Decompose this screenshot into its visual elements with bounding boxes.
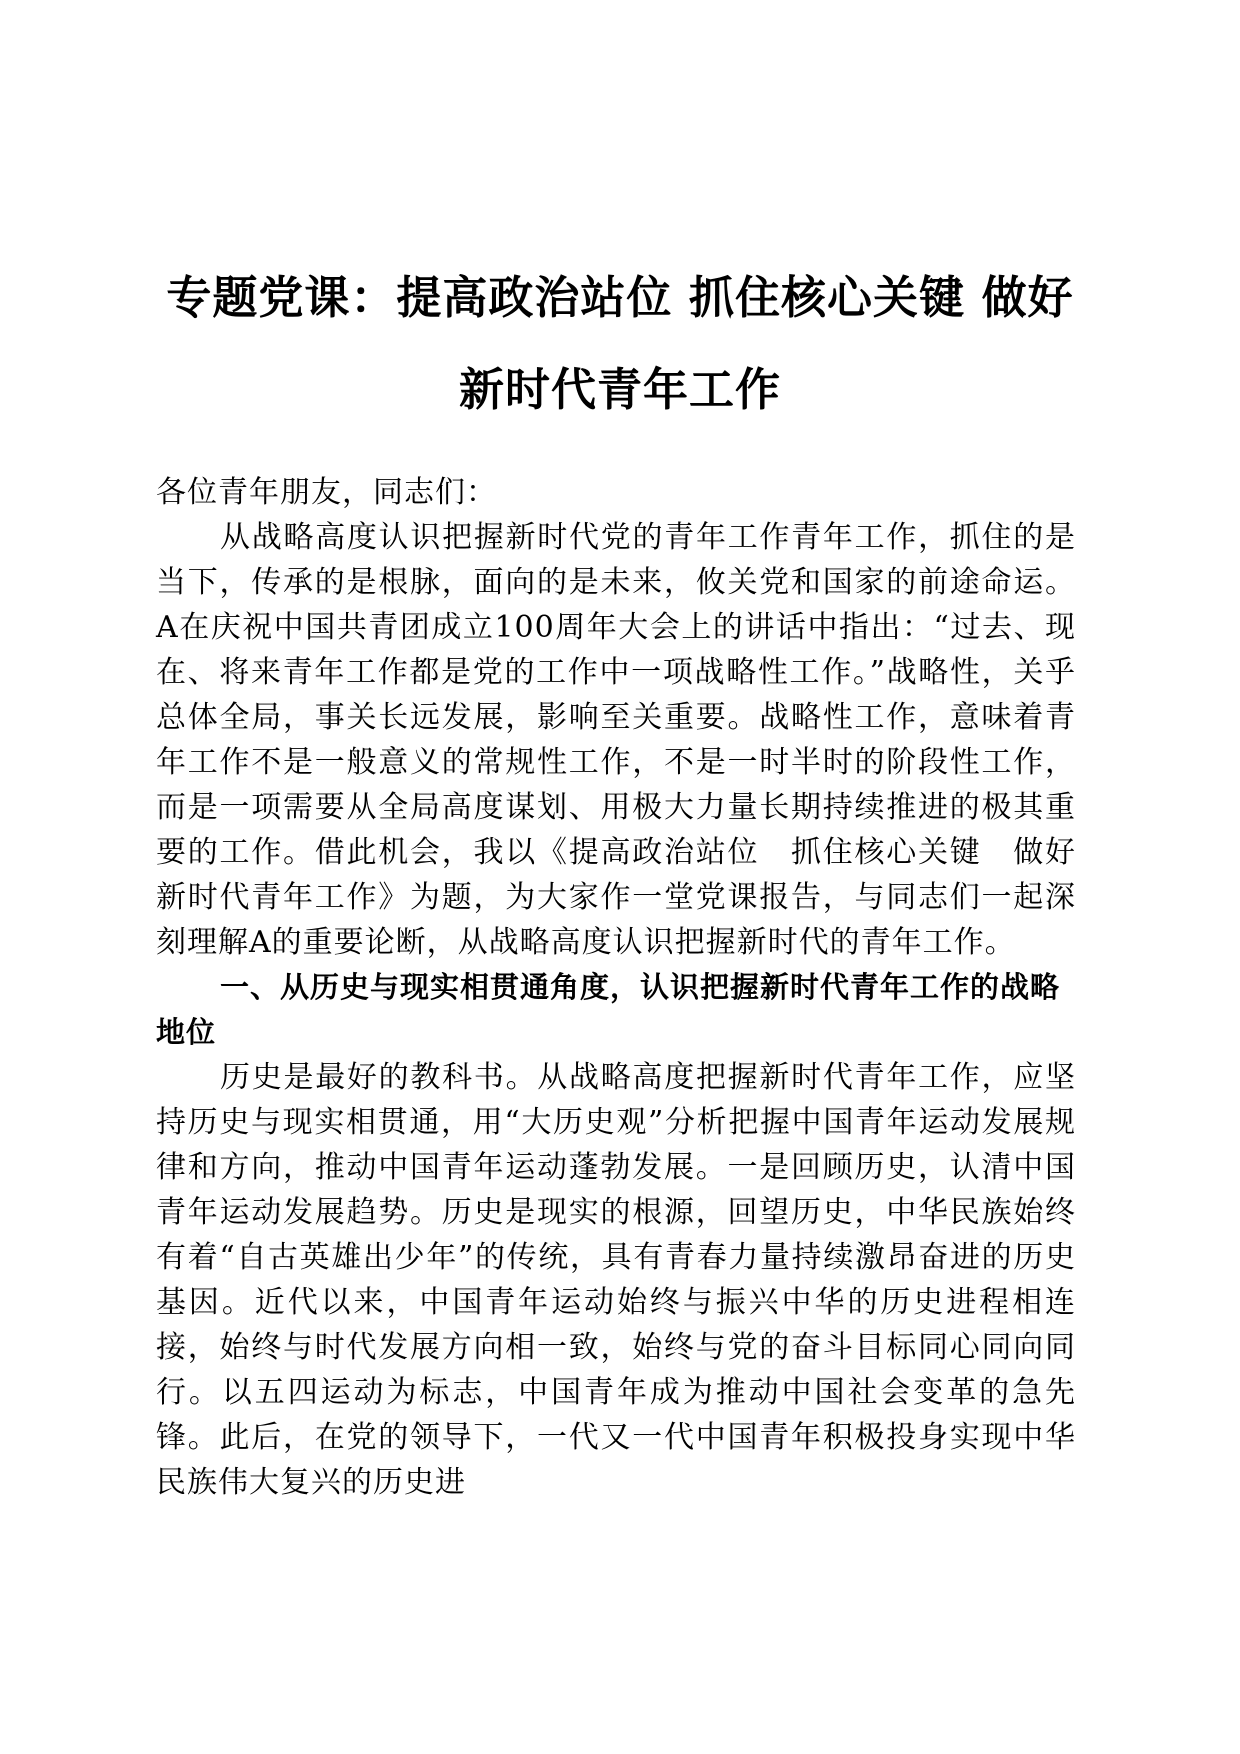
title-line-2: 新时代青年工作: [458, 363, 781, 417]
greeting: 各位青年朋友，同志们：: [156, 475, 497, 510]
document-body: [156, 470, 1076, 1505]
section-heading-1: 一、从历史与现实相贯通角度，认识把握新时代青年工作的战略地位: [156, 970, 1061, 1049]
paragraph-history: 历史是最好的教科书。从战略高度把握新时代青年工作，应坚持历史与现实相贯通，用“大历史观”分析把握中国青年运动发展规律和方向，推动中国青年运动蓬勃发展。一是回顾历史，认清中国青年运动发展趋势。历史是现实的根源，回望历史，中华民族始终有着“自古英雄出少年”的传统，具有青春力量持续激昂奋进的历史基因。近代以来，中国青年运动始终与振兴中华的历史进程相连接，始终与时代发展方向相一致，始终与党的奋斗目标同心同向同行。以五四运动为标志，中国青年成为推动中国社会变革的急先锋。此后，在党的领导下，一代又一代中国青年积极投身实现中华民族伟大复兴的历史进: [156, 1060, 1076, 1500]
title-line-1: 专题党课：提高政治站位 抓住核心关键 做好: [166, 271, 1074, 325]
paragraph-intro: 从战略高度认识把握新时代党的青年工作青年工作，抓住的是当下，传承的是根脉，面向的是未来，攸关党和国家的前途命运。A在庆祝中国共青团成立100周年大会上的讲话中指出：“过去、现在、将来青年工作都是党的工作中一项战略性工作。”战略性，关乎总体全局，事关长远发展，影响至关重要。战略性工作，意味着青年工作不是一般意义的常规性工作，不是一时半时的阶段性工作，而是一项需要从全局高度谋划、用极大力量长期持续推进的极其重要的工作。借此机会，我以《提高政治站位 抓住核心关键 做好新时代青年工作》为题，为大家作一堂党课报告，与同志们一起深刻理解A的重要论断，从战略高度认识把握新时代的青年工作。: [156, 520, 1076, 960]
document-title: [150, 252, 1090, 436]
